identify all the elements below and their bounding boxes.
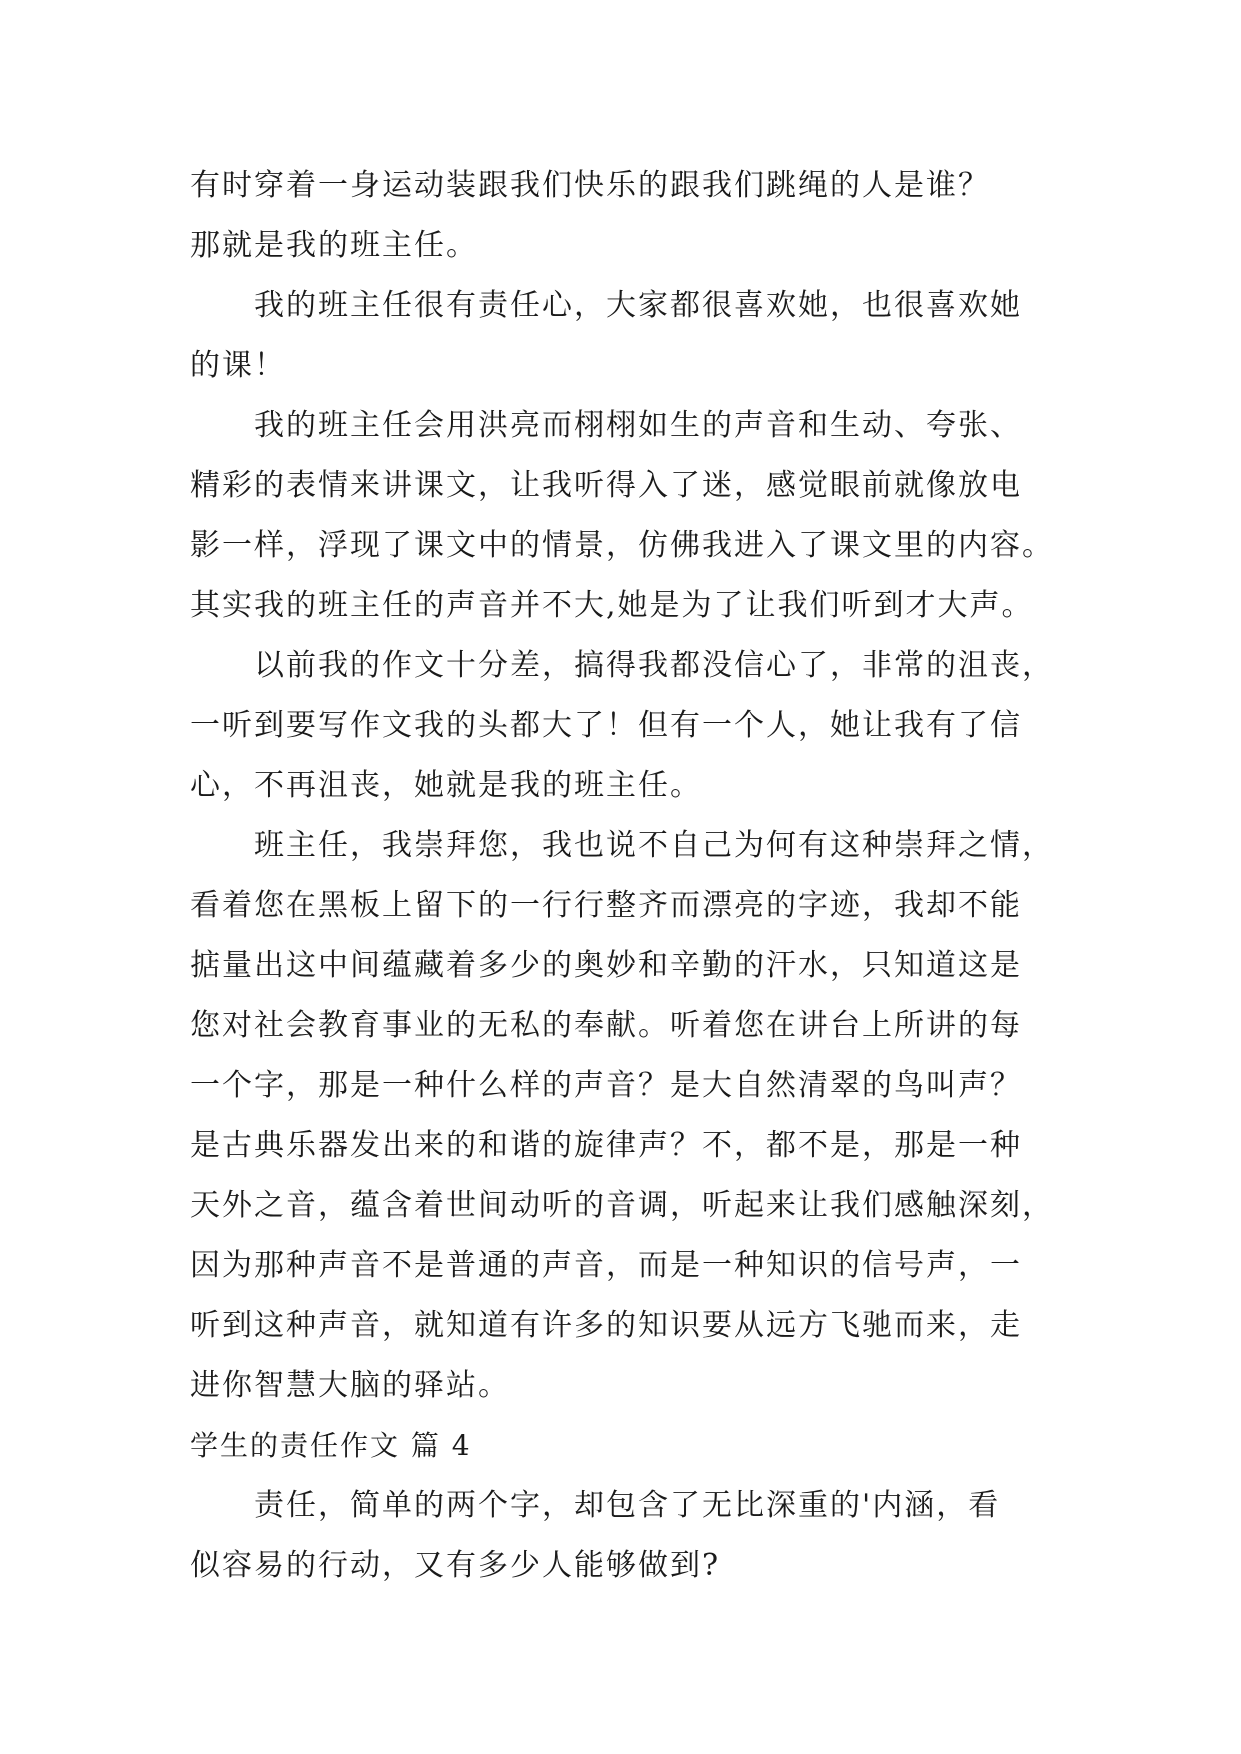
text-line: 班主任，我崇拜您，我也说不自己为何有这种崇拜之情，: [254, 828, 1054, 863]
text-line: 似容易的行动，又有多少人能够做到?: [190, 1548, 721, 1583]
text-line: 一个字，那是一种什么样的声音？是大自然清翠的鸟叫声？: [190, 1068, 1022, 1103]
text-line: 有时穿着一身运动装跟我们快乐的跟我们跳绳的人是谁？: [190, 168, 990, 203]
text-line: 我的班主任会用洪亮而栩栩如生的声音和生动、夸张、: [254, 408, 1022, 443]
text-line: 天外之音，蕴含着世间动听的音调，听起来让我们感触深刻，: [190, 1188, 1054, 1223]
text-line: 看着您在黑板上留下的一行行整齐而漂亮的字迹，我却不能: [190, 888, 1022, 923]
text-line: 是古典乐器发出来的和谐的旋律声？不，都不是，那是一种: [190, 1128, 1022, 1163]
text-line: 精彩的表情来讲课文，让我听得入了迷，感觉眼前就像放电: [190, 468, 1022, 503]
text-line: 其实我的班主任的声音并不大,她是为了让我们听到才大声。: [190, 588, 1034, 623]
text-line: 因为那种声音不是普通的声音，而是一种知识的信号声，一: [190, 1248, 1022, 1283]
text-line: 以前我的作文十分差，搞得我都没信心了，非常的沮丧，: [254, 648, 1054, 683]
text-line: 我的班主任很有责任心，大家都很喜欢她，也很喜欢她: [254, 288, 1022, 323]
text-line: 心，不再沮丧，她就是我的班主任。: [190, 768, 702, 803]
text-line: 听到这种声音，就知道有许多的知识要从远方飞驰而来，走: [190, 1308, 1022, 1343]
text-line: 影一样，浮现了课文中的情景，仿佛我进入了课文里的内容。: [190, 528, 1054, 563]
section-heading: 学生的责任作文 篇 4: [190, 1429, 472, 1462]
text-line: 责任，简单的两个字，却包含了无比深重的'内涵，看: [254, 1488, 1001, 1523]
text-line: 的课！: [190, 348, 286, 383]
text-line: 您对社会教育事业的无私的奉献。听着您在讲台上所讲的每: [190, 1008, 1022, 1043]
text-line: 进你智慧大脑的驿站。: [190, 1368, 510, 1403]
text-line: 那就是我的班主任。: [190, 228, 478, 263]
document-body: [190, 156, 1090, 1596]
text-line: 掂量出这中间蕴藏着多少的奥妙和辛勤的汗水，只知道这是: [190, 948, 1022, 983]
text-line: 一听到要写作文我的头都大了！但有一个人，她让我有了信: [190, 708, 1022, 743]
